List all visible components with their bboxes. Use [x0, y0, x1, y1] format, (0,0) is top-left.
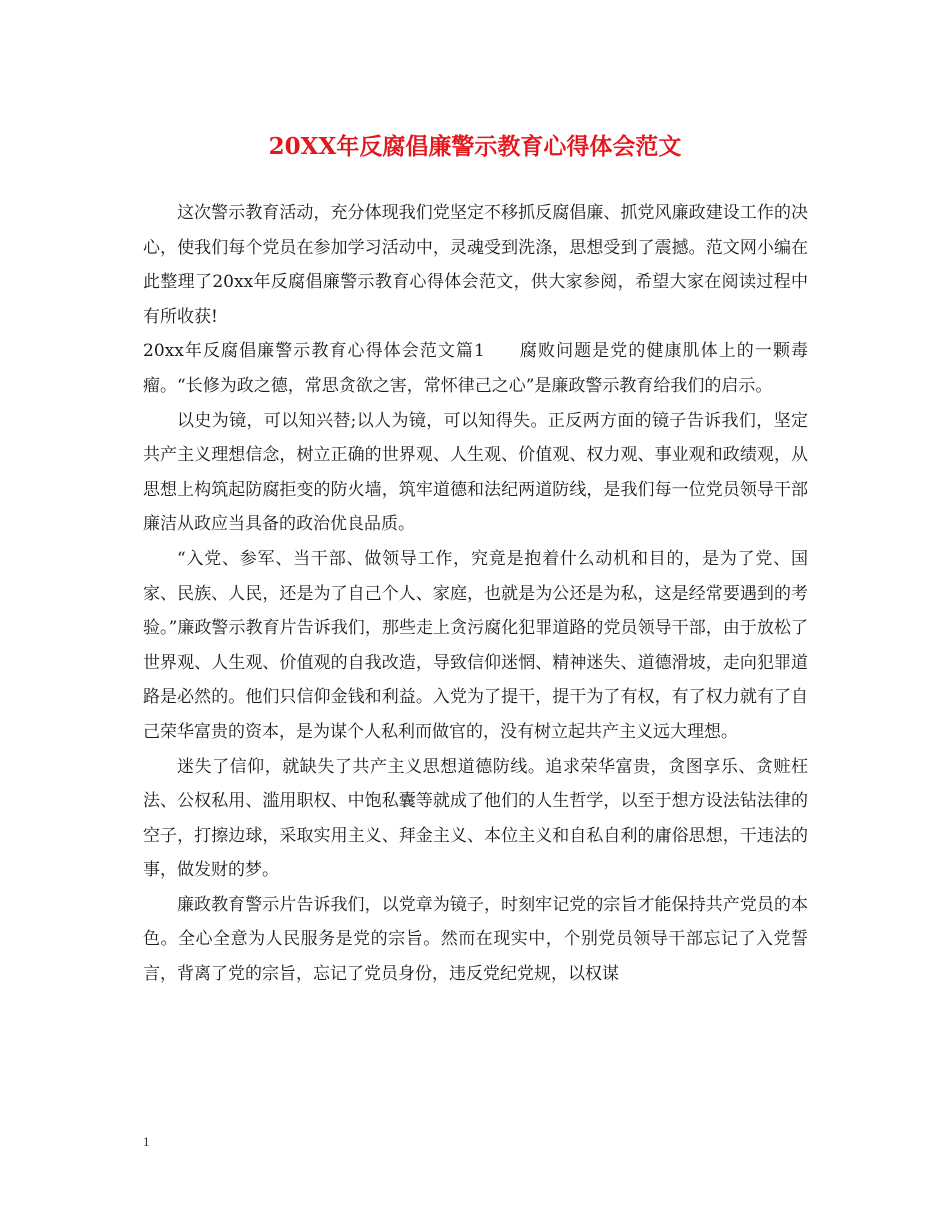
body-paragraph-4: 廉政教育警示片告诉我们，以党章为镜子，时刻牢记党的宗旨才能保持共产党员的本色。全心全意为人民服务是党的宗旨。然而在现实中，个别党员领导干部忘记了入党誓言，背离了党的宗旨，忘记了党员身份，违反党纪党规，以权谋: [143, 894, 808, 985]
section-paragraph: [143, 334, 808, 403]
body-paragraph-1: 以史为镜，可以知兴替;以人为镜，可以知得失。正反两方面的镜子告诉我们，坚定共产主义理想信念，树立正确的世界观、人生观、价值观、权力观、事业观和政绩观，从思想上构筑起防腐拒变的防火墙，筑牢道德和法纪两道防线，是我们每一位党员领导干部廉洁从政应当具备的政治优良品质。: [143, 410, 808, 535]
body-paragraph-3: 迷失了信仰，就缺失了共产主义思想道德防线。追求荣华富贵，贪图享乐、贪赃枉法、公权私用、滥用职权、中饱私囊等就成了他们的人生哲学，以至于想方设法钻法律的空子，打擦边球，采取实用主义、拜金主义、本位主义和自私自利的庸俗思想，干违法的事，做发财的梦。: [143, 756, 808, 881]
document-body: [143, 196, 808, 992]
page-number: 1: [143, 1134, 150, 1149]
section-lead: 腐败问题是党的健康肌体上的一颗毒瘤。“长修为政之德，常思贪欲之害，常怀律己之心”是廉政警示教育给我们的启示。: [143, 341, 809, 396]
body-paragraph-2: “入党、参军、当干部、做领导工作，究竟是抱着什么动机和目的，是为了党、国家、民族、人民，还是为了自己个人、家庭，也就是为公还是为私，这是经常要遇到的考验。”廉政警示教育片告诉我们，那些走上贪污腐化犯罪道路的党员领导干部，由于放松了世界观、人生观、价值观的自我改造，导致信仰迷惘、精神迷失、道德滑坡，走向犯罪道路是必然的。他们只信仰金钱和利益。入党为了提干，提干为了有权，有了权力就有了自己荣华富贵的资本，是为谋个人私利而做官的，没有树立起共产主义远大理想。: [143, 548, 808, 742]
intro-paragraph: 这次警示教育活动，充分体现我们党坚定不移抓反腐倡廉、抓党风廉政建设工作的决心，使我们每个党员在参加学习活动中，灵魂受到洗涤，思想受到了震撼。范文网小编在此整理了20xx年反腐倡廉警示教育心得体会范文，供大家参阅，希望大家在阅读过程中有所收获!: [143, 203, 808, 327]
page-title: 20XX年反腐倡廉警示教育心得体会范文: [268, 133, 682, 160]
section-heading: 20xx年反腐倡廉警示教育心得体会范文篇1: [143, 341, 485, 362]
